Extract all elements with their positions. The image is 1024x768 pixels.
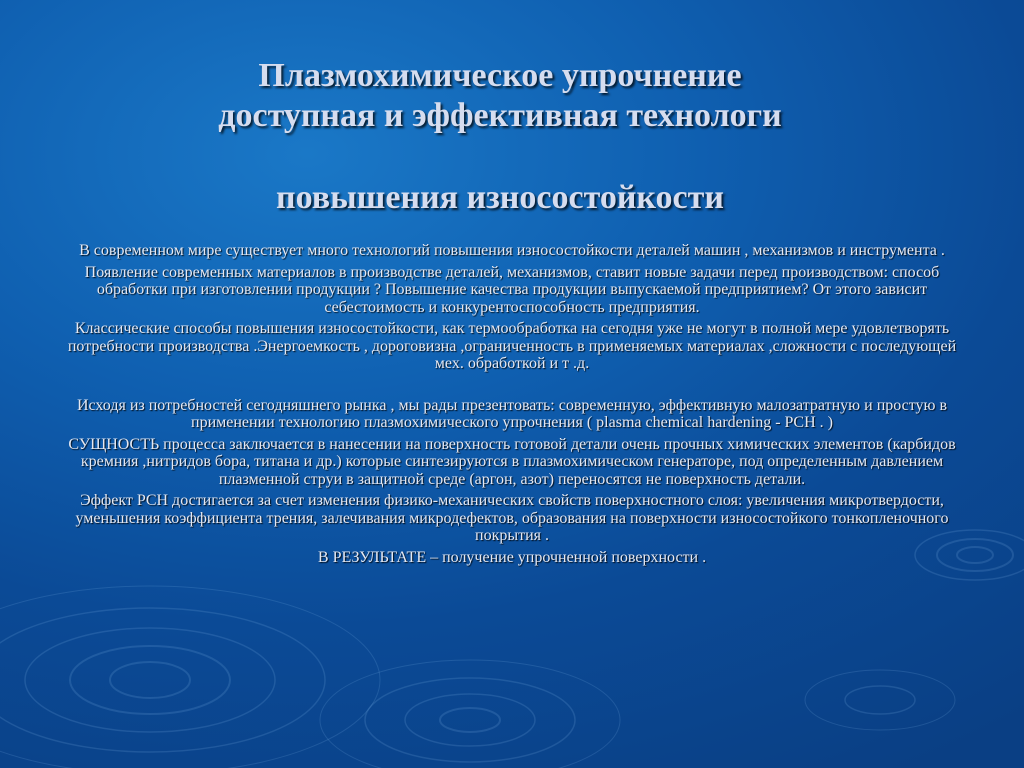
- paragraph-effect: Эффект PCH достигается за счет изменения физико-механических свойств поверхностного слоя: увеличения микротвердости, уменьшения коэффициента трения, залечивания микродефектов, образования на поверхности износостойкого тонкопленочного покрытия .: [75, 492, 949, 544]
- paragraph-classic-methods: Классические способы повышения износостойкости, как термообработка на сегодня уже не могут в полной мере удовлетворять потребности производства .Энергоемкость , дороговизна ,ограниченность в применяемых материалах ,сложности с последующей мех. обработкой и т .д.: [67, 320, 957, 372]
- paragraph-essence: СУЩНОСТЬ процесса заключается в нанесении на поверхность готовой детали очень прочных химических элементов (карбидов кремния ,нитридов бора, титана и др.) которые синтезируются в плазмохимическом генераторе, под определенным давлением плазменной струи в защитной среде (аргон, азот) переносятся не поверхность детали.: [68, 435, 956, 488]
- title-line-2: доступная и эффективная технологи: [218, 97, 782, 134]
- paragraph-new-materials: Появление современных материалов в производстве деталей, механизмов, ставит новые задачи перед производством: способ обработки при изготовлении продукции ? Повышение качества продукции выпускаемой предприятием? От этого зависит себестоимость и конкурентоспособность предприятия.: [84, 263, 940, 316]
- slide-body: [66, 242, 958, 570]
- paragraph-presentation: Исходя из потребностей сегодняшнего рынка , мы рады презентовать: современную, эффективную малозатратную и простую в применении технологию плазмохимического упрочнения ( plasma chemical hardening - PCH . ): [76, 396, 948, 431]
- paragraph-intro: В современном мире существует много технологий повышения износостойкости деталей машин , механизмов и инструмента .: [79, 242, 945, 259]
- title-line-1: Плазмохимическое упрочнение: [258, 57, 742, 94]
- slide-subtitle: повышения износостойкости: [276, 179, 724, 216]
- slide-title: [60, 56, 940, 136]
- paragraph-result: В РЕЗУЛЬТАТЕ – получение упрочненной поверхности .: [317, 548, 707, 566]
